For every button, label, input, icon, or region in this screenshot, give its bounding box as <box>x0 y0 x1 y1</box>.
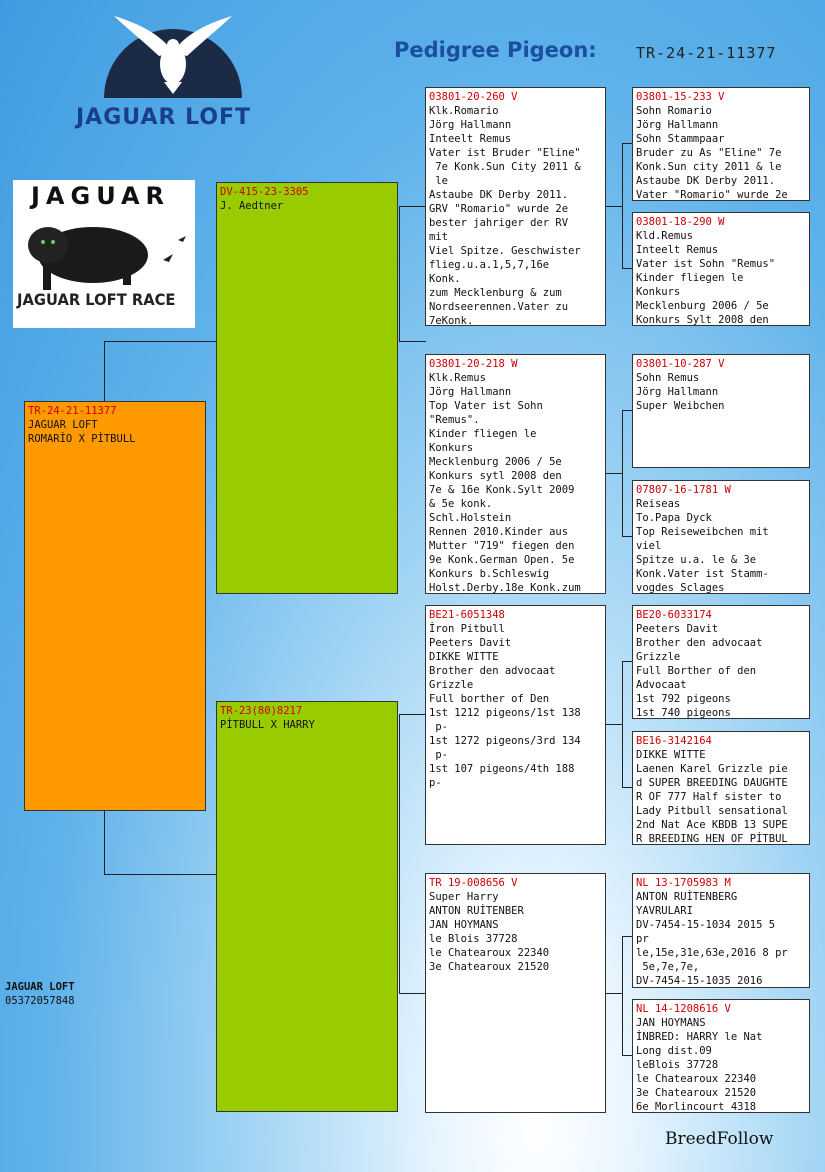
dam-sire-sire-box <box>632 605 810 719</box>
pigeon-id: TR-24-21-11377 <box>636 44 777 62</box>
dam-dam-sire-box <box>632 873 810 988</box>
sire-dam-box <box>425 354 606 594</box>
dam-sire-sire-line: Advocaat <box>636 679 687 691</box>
sire-sire-sire-line: Sohn Stammpaar <box>636 133 725 145</box>
sire-sire-dam-line: Inteelt Remus <box>636 244 719 256</box>
jaguar-logo-top-text: JAGUAR <box>31 182 171 210</box>
sire-sire-dam-line: Vater ist Sohn "Remus" <box>636 258 776 270</box>
dam-sire-line: p- <box>429 749 448 761</box>
sire-dam-line: Mecklenburg 2006 / 5e <box>429 456 562 468</box>
sire-dam-line: "Remus". <box>429 414 480 426</box>
dam-dam-dam-line: le Chatearoux 22340 <box>636 1073 757 1085</box>
sire-sire-line: 7e Konk.Sun City 2011 & <box>429 161 581 173</box>
sire-dam-sire-line: Super Weibchen <box>636 400 725 412</box>
dam-sire-sire-line: Brother den advocaat <box>636 637 763 649</box>
jaguar-logo <box>13 180 195 328</box>
dam-dam-dam-box <box>632 999 810 1113</box>
dam-dam-dam-line: 3e Chatearoux 21520 <box>636 1087 757 1099</box>
sire-dam-dam-line: Konk.Vater ist Stamm- <box>636 568 769 580</box>
sire-dam-line: Jörg Hallmann <box>429 386 512 398</box>
sire-dam-dam-box <box>632 480 810 594</box>
dam-sire-dam-line: d SUPER BREEDING DAUGHTE <box>636 777 788 789</box>
dam-dam-line: le Chatearoux 22340 <box>429 947 550 959</box>
dam-dam-line: ANTON RUİTENBER <box>429 905 524 917</box>
sire-dam-line: 7e & 16e Konk.Sylt 2009 <box>429 484 575 496</box>
sire-box <box>216 182 398 594</box>
sire-sire-sire-line: Sohn Romario <box>636 105 712 117</box>
sire-sire-dam-box <box>632 212 810 326</box>
dam-dam-sire-line: YAVRULARI <box>636 905 693 917</box>
dam-sire-line: İron Pitbull <box>429 623 505 635</box>
footer-contact <box>5 980 75 1008</box>
footer-phone: 05372057848 <box>5 995 75 1007</box>
jaguar-logo-bottom-text: JAGUAR LOFT RACE <box>17 290 176 309</box>
dam-sire-sire-line: 1st 740 pigeons <box>636 707 731 719</box>
dam-dam-dam-line: İNBRED: HARRY le Nat <box>636 1031 763 1043</box>
dam-dam-line: JAN HOYMANS <box>429 919 499 931</box>
loft-name: JAGUAR LOFT <box>76 105 252 130</box>
dam-sire-dam-line: R BREEDING HEN OF PİTBUL <box>636 833 788 845</box>
footer-loft-name: JAGUAR LOFT <box>5 981 75 993</box>
subject-box <box>24 401 206 811</box>
sire-dam-line: Top Vater ist Sohn <box>429 400 543 412</box>
dam-dam-dam-line: 6e Morlincourt 4318 <box>636 1101 757 1113</box>
sire-sire-line: GRV "Romario" wurde 2e <box>429 203 569 215</box>
sire-dam-dam-line: Reiseas <box>636 498 681 510</box>
sire-dam-line: Rennen 2010.Kinder aus <box>429 526 569 538</box>
sire-sire-ring: 03801-20-260 V <box>429 91 518 103</box>
sire-sire-dam-line: Konkurs <box>636 286 681 298</box>
dam-sire-line: p- <box>429 777 442 789</box>
sire-dam-dam-ring: 07807-16-1781 W <box>636 484 731 496</box>
dam-sire-line: Full borther of Den <box>429 693 550 705</box>
dam-sire-dam-line: R OF 777 Half sister to <box>636 791 782 803</box>
sire-sire-line: 7eKonk. <box>429 315 474 326</box>
sire-sire-sire-line: Vater "Romario" wurde 2e <box>636 189 788 201</box>
dam-dam-sire-line: ANTON RUİTENBERG <box>636 891 738 903</box>
dam-dam-line: le Blois 37728 <box>429 933 518 945</box>
dove-logo <box>104 12 242 98</box>
sire-dam-sire-line: Sohn Remus <box>636 372 700 384</box>
page-title: Pedigree Pigeon: <box>394 38 597 62</box>
sire-sire-line: mit <box>429 231 448 243</box>
dam-sire-line: p- <box>429 721 448 733</box>
dam-dam-dam-ring: NL 14-1208616 V <box>636 1003 731 1015</box>
sire-sire-line: Vater ist Bruder "Eline" <box>429 147 581 159</box>
dam-sire-sire-line: 1st 792 pigeons <box>636 693 731 705</box>
sire-sire-sire-line: Jörg Hallmann <box>636 119 719 131</box>
sire-sire-dam-line: Kinder fliegen le <box>636 272 744 284</box>
dam-sire-sire-line: Grizzle <box>636 651 681 663</box>
dam-dam-dam-line: JAN HOYMANS <box>636 1017 706 1029</box>
dam-sire-sire-line: Peeters Davit <box>636 623 719 635</box>
sire-dam-line: Mutter "719" fiegen den <box>429 540 575 552</box>
sire-sire-line: Nordseerennen.Vater zu <box>429 301 569 313</box>
sire-dam-dam-line: viel <box>636 540 662 552</box>
dam-dam-sire-line: DV-7454-15-1035 2016 <box>636 975 763 987</box>
sire-dam-dam-line: Top Reiseweibchen mit <box>636 526 769 538</box>
dam-sire-line: DIKKE WITTE <box>429 651 499 663</box>
sire-sire-dam-ring: 03801-18-290 W <box>636 216 725 228</box>
sire-sire-sire-box <box>632 87 810 201</box>
sire-sire-dam-line: Konkurs Sylt 2008 den <box>636 314 769 326</box>
sire-sire-line: Klk.Romario <box>429 105 499 117</box>
dam-sire-dam-line: Laenen Karel Grizzle pie <box>636 763 788 775</box>
dam-sire-ring: BE21-6051348 <box>429 609 505 621</box>
sire-dam-dam-line: To.Papa Dyck <box>636 512 712 524</box>
dam-dam-sire-line: pr <box>636 933 649 945</box>
sire-dam-line: Konkurs <box>429 442 474 454</box>
dam-sire-dam-line: 2nd Nat Ace KBDB 13 SUPE <box>636 819 788 831</box>
sire-sire-sire-line: Astaube DK Derby 2011. <box>636 175 776 187</box>
dam-dam-dam-line: leBlois 37728 <box>636 1059 719 1071</box>
sire-dam-line: & 5e konk. <box>429 498 493 510</box>
dam-ring: TR-23(80)8217 <box>220 705 303 717</box>
dam-sire-line: Peeters Davit <box>429 637 512 649</box>
dam-line: PİTBULL X HARRY <box>220 719 315 731</box>
sire-sire-dam-line: Kld.Remus <box>636 230 693 242</box>
dam-sire-dam-ring: BE16-3142164 <box>636 735 712 747</box>
sire-sire-line: Viel Spitze. Geschwister <box>429 245 581 257</box>
dam-dam-sire-line: DV-7454-15-1034 2015 5 <box>636 919 776 931</box>
subject-line: JAGUAR LOFT <box>28 419 98 431</box>
dam-dam-dam-line: Long dist.09 <box>636 1045 712 1057</box>
dam-sire-sire-ring: BE20-6033174 <box>636 609 712 621</box>
dam-sire-dam-box <box>632 731 810 845</box>
sire-dam-ring: 03801-20-218 W <box>429 358 518 370</box>
dam-box <box>216 701 398 1112</box>
sire-dam-sire-box <box>632 354 810 468</box>
sire-dam-line: Konkurs b.Schleswig <box>429 568 550 580</box>
dam-dam-line: 3e Chatearoux 21520 <box>429 961 550 973</box>
sire-sire-dam-line: Mecklenburg 2006 / 5e <box>636 300 769 312</box>
sire-line: J. Aedtner <box>220 200 284 212</box>
sire-sire-box <box>425 87 606 326</box>
sire-sire-line: zum Mecklenburg & zum <box>429 287 562 299</box>
sire-dam-line: 9e Konk.German Open. 5e <box>429 554 575 566</box>
sire-dam-dam-line: vogdes Sclages <box>636 582 725 594</box>
sire-sire-line: Konk. <box>429 273 461 285</box>
sire-sire-sire-ring: 03801-15-233 V <box>636 91 725 103</box>
sire-sire-line: Jörg Hallmann <box>429 119 512 131</box>
dam-sire-line: 1st 107 pigeons/4th 188 <box>429 763 575 775</box>
sire-dam-line: Kinder fliegen le <box>429 428 537 440</box>
sire-sire-line: Astaube DK Derby 2011. <box>429 189 569 201</box>
dam-sire-dam-line: Lady Pitbull sensational <box>636 805 788 817</box>
dam-dam-box <box>425 873 606 1113</box>
sire-dam-sire-ring: 03801-10-287 V <box>636 358 725 370</box>
sire-sire-sire-line: Bruder zu As "Eline" 7e <box>636 147 782 159</box>
sire-dam-sire-line: Jörg Hallmann <box>636 386 719 398</box>
dam-sire-line: Brother den advocaat <box>429 665 556 677</box>
dam-sire-line: Grizzle <box>429 679 474 691</box>
dam-dam-sire-line: 5e,7e,7e, <box>636 961 700 973</box>
subject-ring: TR-24-21-11377 <box>28 405 117 417</box>
dam-sire-line: 1st 1272 pigeons/3rd 134 <box>429 735 581 747</box>
dam-sire-dam-line: DIKKE WITTE <box>636 749 706 761</box>
sire-dam-line: Holst.Derby.18e Konk.zum <box>429 582 581 594</box>
sire-dam-line: Klk.Remus <box>429 372 486 384</box>
subject-line: ROMARİO X PİTBULL <box>28 433 136 445</box>
sire-sire-sire-line: Konk.Sun city 2011 & le <box>636 161 782 173</box>
dam-dam-sire-ring: NL 13-1705983 M <box>636 877 731 889</box>
sire-sire-line: flieg.u.a.1,5,7,16e <box>429 259 550 271</box>
dam-dam-line: Super Harry <box>429 891 499 903</box>
sire-sire-line: bester jahriger der RV <box>429 217 569 229</box>
dam-sire-sire-line: Full Borther of den <box>636 665 757 677</box>
sire-dam-line: Schl.Holstein <box>429 512 512 524</box>
brand-logo: BreedFollow <box>665 1129 774 1149</box>
sire-sire-line: Inteelt Remus <box>429 133 512 145</box>
dam-sire-line: 1st 1212 pigeons/1st 138 <box>429 707 581 719</box>
dam-dam-ring: TR 19-008656 V <box>429 877 518 889</box>
sire-dam-line: Konkurs sytl 2008 den <box>429 470 562 482</box>
sire-ring: DV-415-23-3305 <box>220 186 309 198</box>
dam-sire-box <box>425 605 606 845</box>
sire-dam-dam-line: Spitze u.a. le & 3e <box>636 554 757 566</box>
sire-sire-line: le <box>429 175 448 187</box>
dam-dam-sire-line: le,15e,31e,63e,2016 8 pr <box>636 947 788 959</box>
